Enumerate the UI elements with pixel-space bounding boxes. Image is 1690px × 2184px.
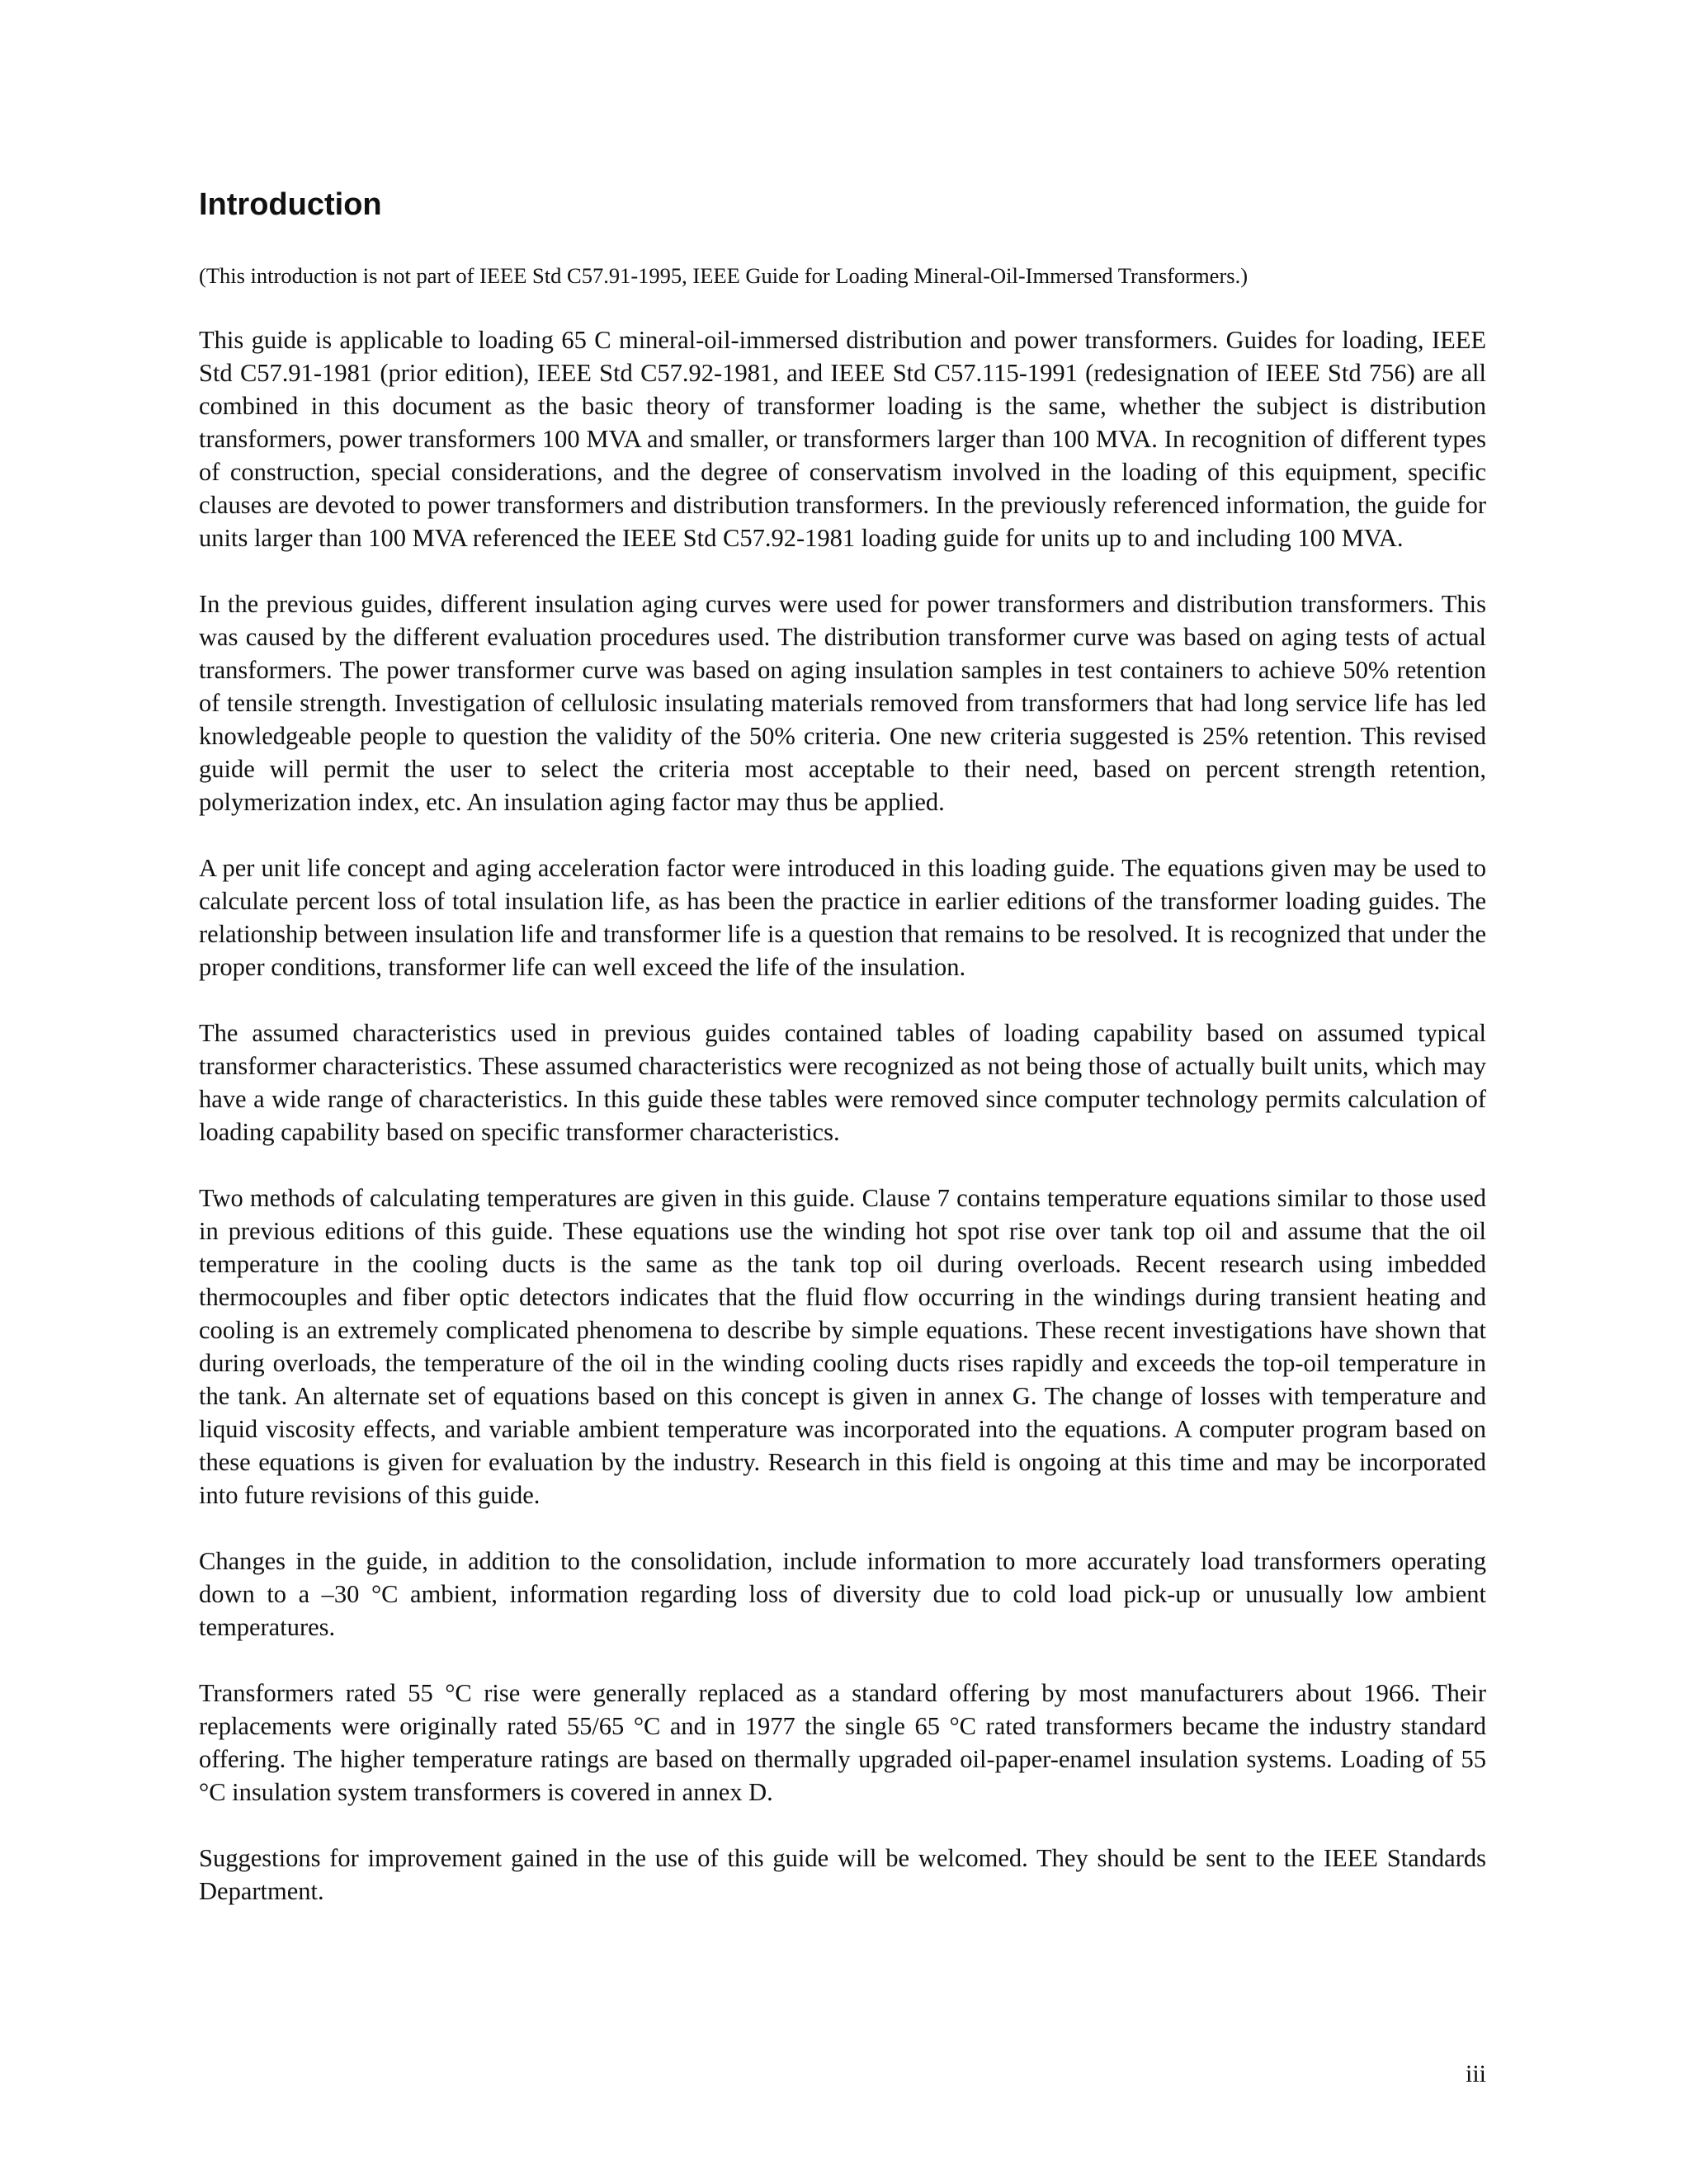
paragraph: Transformers rated 55 °C rise were generally replaced as a standard offering by most manufacturers about 1966. Their replacements were originally rated 55/65 °C and in 1977 the single 65 °C rated transformers became the industry standard offering. The higher temperature ratings are based on thermally upgraded oil-paper-enamel insulation systems. Loading of 55 °C insulation system transformers is covered in annex D.: [199, 1679, 1486, 1806]
body-text: [199, 323, 1486, 1941]
document-page: [199, 0, 1486, 2184]
introduction-note: (This introduction is not part of IEEE Std C57.91-1995, IEEE Guide for Loading Mineral-Oil-Immersed Transformers.): [199, 263, 1249, 288]
paragraph: In the previous guides, different insulation aging curves were used for power transformers and distribution transformers. This was caused by the different evaluation procedures used. The distribution transformer curve was based on aging tests of actual transformers. The power transformer curve was based on aging insulation samples in test containers to achieve 50% retention of tensile strength. Investigation of cellulosic insulating materials removed from transformers that had long service life has led knowledgeable people to question the validity of the 50% criteria. One new criteria suggested is 25% retention. This revised guide will permit the user to select the criteria most acceptable to their need, based on percent strength retention, polymerization index, etc. An insulation aging factor may thus be applied.: [199, 590, 1486, 816]
paragraph: Changes in the guide, in addition to the consolidation, include information to more accurately load transformers operating down to a –30 °C ambient, information regarding loss of diversity due to cold load pick-up or unusually low ambient temperatures.: [199, 1547, 1486, 1641]
paragraph: The assumed characteristics used in previous guides contained tables of loading capability based on assumed typical transformer characteristics. These assumed characteristics were recognized as not being those of actually built units, which may have a wide range of characteristics. In this guide these tables were removed since computer technology permits calculation of loading capability based on specific transformer characteristics.: [199, 1019, 1486, 1146]
page-title: Introduction: [199, 187, 382, 222]
paragraph: Suggestions for improvement gained in the use of this guide will be welcomed. They should be sent to the IEEE Standards Department.: [199, 1844, 1486, 1905]
paragraph: A per unit life concept and aging acceleration factor were introduced in this loading guide. The equations given may be used to calculate percent loss of total insulation life, as has been the practice in earlier editions of the transformer loading guides. The relationship between insulation life and transformer life is a question that remains to be resolved. It is recognized that under the proper conditions, transformer life can well exceed the life of the insulation.: [199, 854, 1486, 981]
page-number: iii: [1465, 2060, 1486, 2087]
paragraph: Two methods of calculating temperatures are given in this guide. Clause 7 contains temperature equations similar to those used in previous editions of this guide. These equations use the winding hot spot rise over tank top oil and assume that the oil temperature in the cooling ducts is the same as the tank top oil during overloads. Recent research using imbedded thermocouples and fiber optic detectors indicates that the fluid flow occurring in the windings during transient heating and cooling is an extremely complicated phenomena to describe by simple equations. These recent investigations have shown that during overloads, the temperature of the oil in the winding cooling ducts rises rapidly and exceeds the top-oil temperature in the tank. An alternate set of equations based on this concept is given in annex G. The change of losses with temperature and liquid viscosity effects, and variable ambient temperature was incorporated into the equations. A computer program based on these equations is given for evaluation by the industry. Research in this field is ongoing at this time and may be incorporated into future revisions of this guide.: [199, 1184, 1486, 1509]
paragraph: This guide is applicable to loading 65 C mineral-oil-immersed distribution and power transformers. Guides for loading, IEEE Std C57.91-1981 (prior edition), IEEE Std C57.92-1981, and IEEE Std C57.115-1991 (redesignation of IEEE Std 756) are all combined in this document as the basic theory of transformer loading is the same, whether the subject is distribution transformers, power transformers 100 MVA and smaller, or transformers larger than 100 MVA. In recognition of different types of construction, special considerations, and the degree of conservatism involved in the loading of this equipment, specific clauses are devoted to power transformers and distribution transformers. In the previously referenced information, the guide for units larger than 100 MVA referenced the IEEE Std C57.92-1981 loading guide for units up to and including 100 MVA.: [199, 326, 1486, 552]
